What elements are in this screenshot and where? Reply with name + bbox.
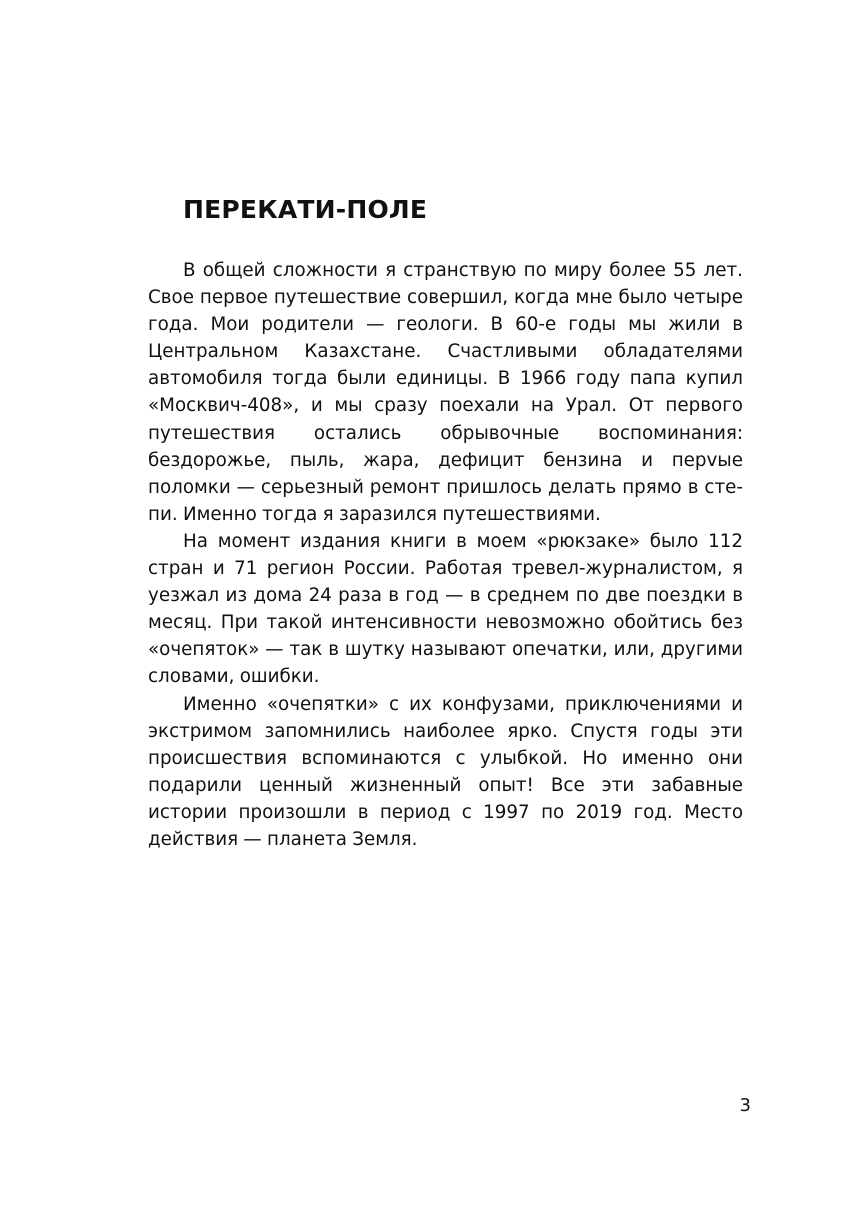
paragraph-2: На момент издания книги в моем «рюкзаке» было 112 стран и 71 регион России. Работая тревел-журналистом, я уезжал из дома 24 раза в год — в среднем по две поездки в месяц. При такой интенсивности невозможно обойтись без «очепяток» — так в шутку называют опечатки, или, другими словами, ошибки.	[148, 530, 743, 688]
page-number: 3	[739, 1095, 751, 1116]
chapter-body	[148, 257, 743, 853]
paragraph-3: Именно «очепятки» с их конфузами, приключениями и экстримом запомнились наиболее ярко. Спустя годы эти происшествия вспоминаются с улыбкой. Но именно они подарили ценный жизненный опыт! Все эти забавные истории произошли в период с 1997 по 2019 год. Место действия — планета Земля.	[148, 693, 743, 850]
chapter-title: ПЕРЕКАТИ-ПОЛЕ	[183, 195, 428, 224]
paragraph-1: В общей сложности я странствую по миру более 55 лет. Свое первое путешествие совершил, когда мне было четыре года. Мои родители — геологи. В 60-е годы мы жили в Центральном Казахстане. Счастливыми обладателями автомобиля тогда были единицы. В 1966 году папа купил «Москвич-408», и мы сразу поехали на Урал. От первого путешествия остались обрывочные воспоминания: бездорожье, пыль, жара, дефицит бензина и перvые поломки — серьезный ремонт пришлось делать прямо в степи. Именно тогда я заразился путешествиями.	[148, 260, 743, 525]
